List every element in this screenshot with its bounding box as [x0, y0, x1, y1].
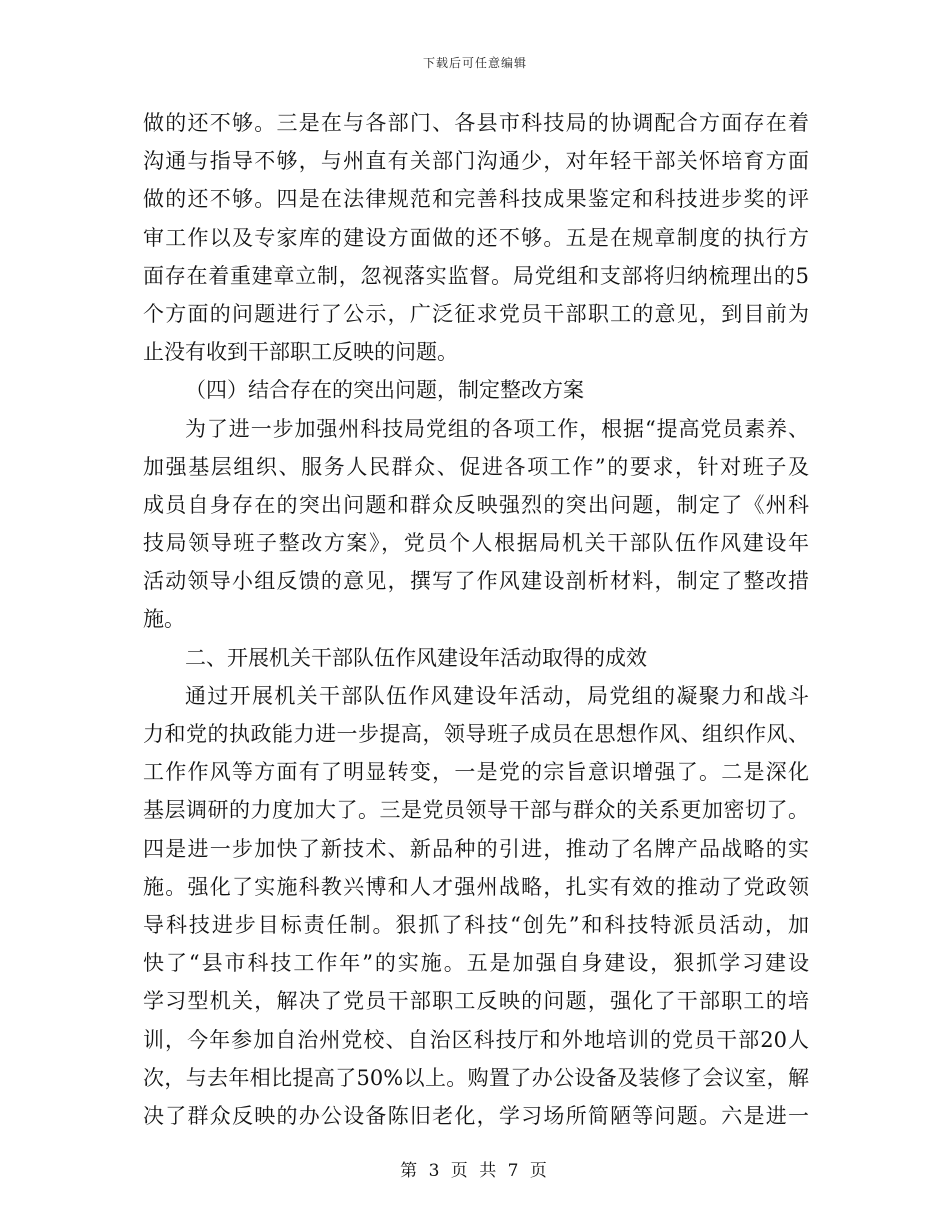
- text-line: 快了“县市科技工作年”的实施。五是加强自身建设，狠抓学习建设: [143, 951, 809, 976]
- text-line: 加强基层组织、服务人民群众、促进各项工作”的要求，针对班子及: [143, 454, 809, 479]
- text-line: 次，与去年相比提高了50%以上。购置了办公设备及装修了会议室，解: [143, 1065, 809, 1090]
- header-note: 下载后可任意编辑: [422, 56, 527, 70]
- text-line: 施。强化了实施科教兴博和人才强州战略，扎实有效的推动了党政领: [143, 874, 809, 899]
- body-text: [143, 104, 809, 1135]
- text-line: 审工作以及专家库的建设方面做的还不够。五是在规章制度的执行方: [143, 225, 809, 250]
- text-line: 二、开展机关干部队伍作风建设年活动取得的成效: [185, 645, 647, 670]
- text-line: 技局领导班子整改方案》，党员个人根据局机关干部队伍作风建设年: [143, 531, 809, 556]
- text-line: （四）结合存在的突出问题，制定整改方案: [185, 378, 584, 403]
- text-line: 沟通与指导不够，与州直有关部门沟通少，对年轻干部关怀培育方面: [143, 149, 809, 174]
- text-line: 施。: [143, 607, 185, 632]
- text-line: 力和党的执政能力进一步提高，领导班子成员在思想作风、组织作风、: [143, 722, 809, 746]
- text-line: 决了群众反映的办公设备陈旧老化，学习场所简陋等问题。六是进一: [143, 1103, 809, 1128]
- text-line: 学习型机关，解决了党员干部职工反映的问题，强化了干部职工的培: [143, 989, 809, 1014]
- text-line: 为了进一步加强州科技局党组的各项工作，根据“提高党员素养、: [185, 416, 809, 441]
- text-line: 面存在着重建章立制，忽视落实监督。局党组和支部将归纳梳理出的5: [143, 263, 809, 288]
- text-line: 工作作风等方面有了明显转变，一是党的宗旨意识增强了。二是深化: [143, 760, 809, 785]
- text-line: 训，今年参加自治州党校、自治区科技厅和外地培训的党员干部20人: [143, 1027, 809, 1052]
- text-line: 四是进一步加快了新技术、新品种的引进，推动了名牌产品战略的实: [143, 836, 809, 861]
- text-line: 活动领导小组反馈的意见，撰写了作风建设剖析材料，制定了整改措: [143, 569, 809, 594]
- text-line: 个方面的问题进行了公示，广泛征求党员干部职工的意见，到目前为: [143, 301, 809, 326]
- text-line: 成员自身存在的突出问题和群众反映强烈的突出问题，制定了《州科: [143, 492, 809, 517]
- text-line: 通过开展机关干部队伍作风建设年活动，局党组的凝聚力和战斗: [185, 683, 809, 708]
- page-number: 第 3 页 共 7 页: [400, 1161, 550, 1181]
- text-line: 做的还不够。三是在与各部门、各县市科技局的协调配合方面存在着: [143, 111, 809, 135]
- text-line: 导科技进步目标责任制。狠抓了科技“创先”和科技特派员活动，加: [143, 912, 809, 937]
- text-line: 基层调研的力度加大了。三是党员领导干部与群众的关系更加密切了。: [143, 798, 809, 823]
- text-line: 止没有收到干部职工反映的问题。: [143, 340, 458, 365]
- text-line: 做的还不够。四是在法律规范和完善科技成果鉴定和科技进步奖的评: [143, 187, 809, 212]
